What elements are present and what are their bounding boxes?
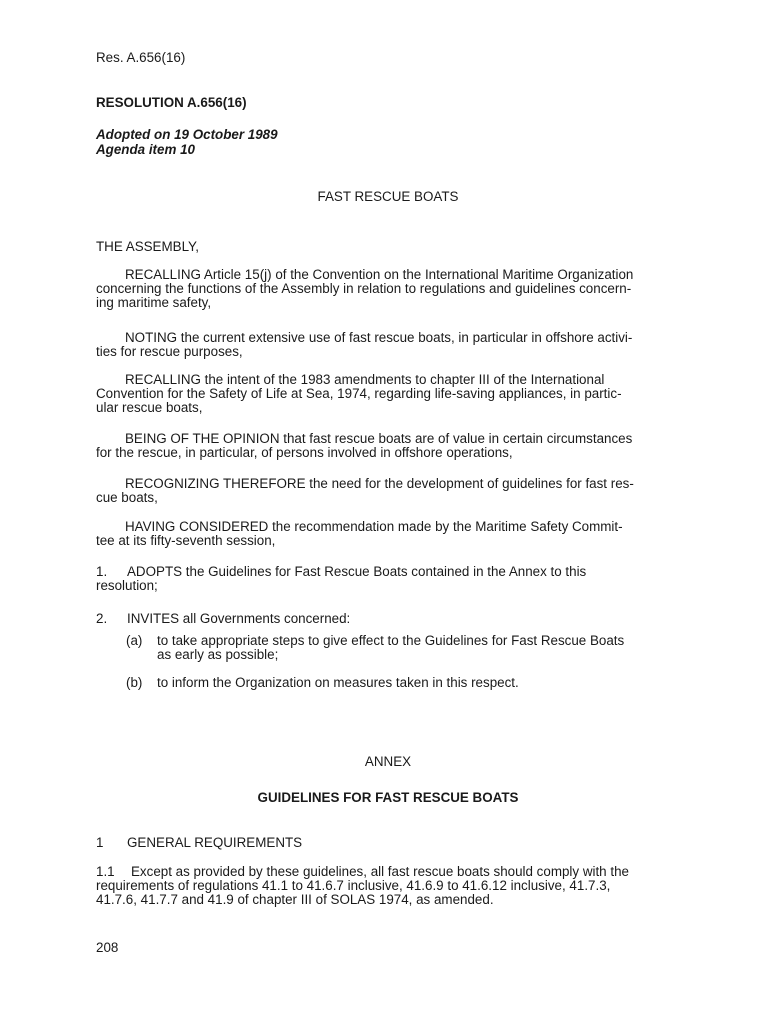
assembly-heading: THE ASSEMBLY,: [96, 239, 199, 254]
text-line: ular rescue boats,: [96, 400, 203, 415]
text-line: as early as possible;: [157, 647, 279, 662]
text-line: 41.7.6, 41.7.7 and 41.9 of chapter III of SOLAS 1974, as amended.: [96, 892, 494, 907]
text-line: ADOPTS the Guidelines for Fast Rescue Boats contained in the Annex to this: [127, 564, 587, 579]
agenda-item: Agenda item 10: [96, 142, 195, 157]
operative-paragraph-2: [96, 612, 680, 626]
preamble-paragraph: [96, 432, 680, 460]
text-line: ing maritime safety,: [96, 295, 212, 310]
section-number: 1: [96, 835, 104, 850]
text-line: concerning the functions of the Assembly in relation to regulations and guidelines concern-: [96, 281, 632, 296]
sub-item-b: [126, 676, 519, 690]
sub-item-label: (b): [126, 675, 143, 690]
text-line: INVITES all Governments concerned:: [127, 611, 351, 626]
paragraph-number: 2.: [96, 611, 108, 626]
text-line: cue boats,: [96, 490, 158, 505]
text-line: ties for rescue purposes,: [96, 344, 243, 359]
preamble-paragraph: [96, 520, 680, 548]
section-title: GENERAL REQUIREMENTS: [127, 835, 303, 850]
document-title: FAST RESCUE BOATS: [317, 189, 459, 204]
sub-item-label: (a): [126, 633, 143, 648]
adoption-date: Adopted on 19 October 1989: [96, 127, 278, 142]
paragraph-number: 1.: [96, 564, 108, 579]
text-line: to take appropriate steps to give effect to the Guidelines for Fast Rescue Boats: [157, 633, 625, 648]
text-line: Except as provided by these guidelines, all fast rescue boats should comply with the: [131, 864, 629, 879]
text-line: RECALLING the intent of the 1983 amendments to chapter III of the International: [125, 372, 605, 387]
text-line: requirements of regulations 41.1 to 41.6.7 inclusive, 41.6.9 to 41.6.12 inclusive, 41.7.3,: [96, 878, 611, 893]
text-line: to inform the Organization on measures taken in this respect.: [157, 675, 519, 690]
resolution-title: RESOLUTION A.656(16): [96, 95, 247, 110]
sub-item-a: [126, 634, 624, 662]
text-line: RECOGNIZING THEREFORE the need for the development of guidelines for fast res-: [125, 476, 634, 491]
clause-1-1: [96, 865, 680, 907]
preamble-paragraph: [96, 268, 680, 310]
preamble-paragraph: [96, 477, 680, 505]
operative-paragraph-1: [96, 565, 680, 593]
page-number: 208: [96, 940, 119, 955]
text-line: resolution;: [96, 578, 158, 593]
preamble-paragraph: [96, 331, 680, 359]
annex-title: GUIDELINES FOR FAST RESCUE BOATS: [257, 790, 519, 805]
text-line: Convention for the Safety of Life at Sea, 1974, regarding life-saving appliances, in partic-: [96, 386, 622, 401]
text-line: BEING OF THE OPINION that fast rescue boats are of value in certain circumstances: [125, 431, 633, 446]
text-line: RECALLING Article 15(j) of the Convention on the International Maritime Organization: [125, 267, 634, 282]
running-header: Res. A.656(16): [96, 50, 186, 65]
text-line: NOTING the current extensive use of fast rescue boats, in particular in offshore activi-: [125, 330, 633, 345]
text-line: HAVING CONSIDERED the recommendation made by the Maritime Safety Commit-: [125, 519, 623, 534]
annex-heading: ANNEX: [364, 754, 412, 769]
text-line: tee at its fifty-seventh session,: [96, 533, 276, 548]
text-line: for the rescue, in particular, of persons involved in offshore operations,: [96, 445, 513, 460]
section-heading: [96, 836, 302, 850]
clause-number: 1.1: [96, 864, 115, 879]
preamble-paragraph: [96, 373, 680, 415]
